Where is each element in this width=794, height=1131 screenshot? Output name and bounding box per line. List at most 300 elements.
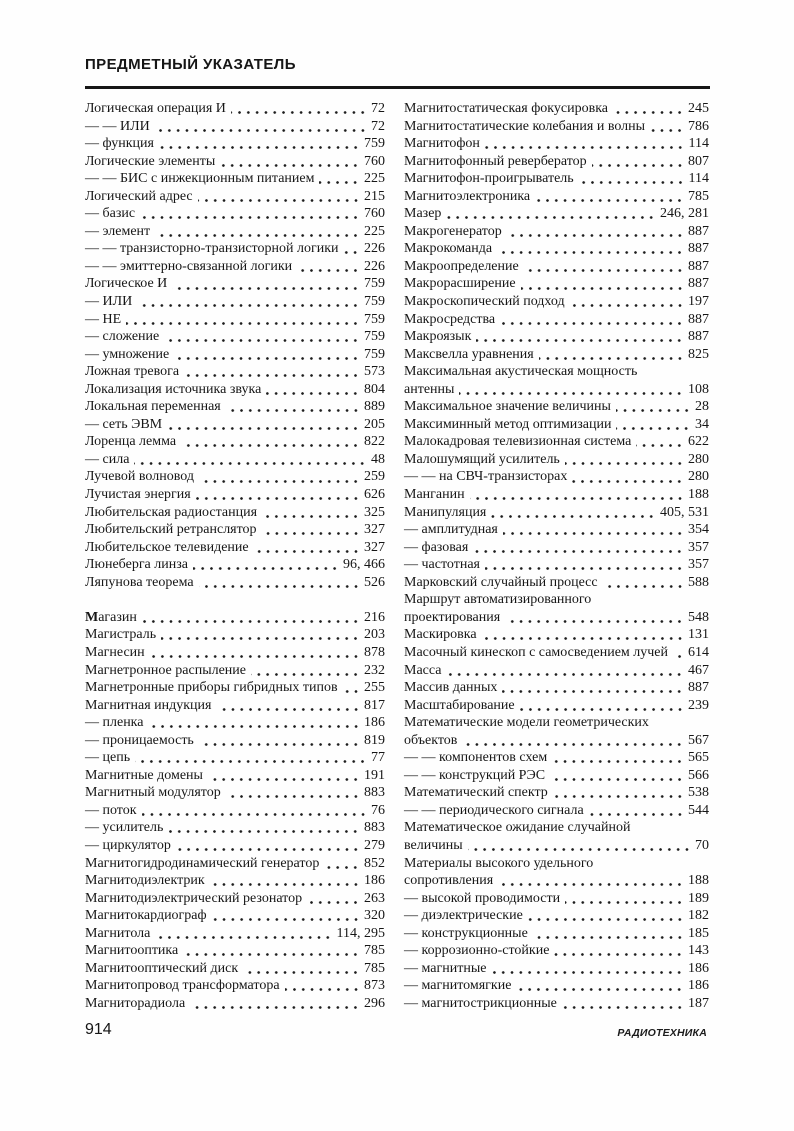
index-entry (404, 767, 709, 785)
index-entry (85, 363, 385, 381)
dot-leader (498, 882, 684, 887)
dot-leader (468, 847, 691, 852)
index-entry (404, 925, 709, 943)
entry-page-number: 878 (364, 644, 385, 660)
index-entry (404, 416, 709, 434)
entry-term: проектирования (404, 609, 501, 625)
entry-page-number: 819 (364, 732, 385, 748)
dot-leader (155, 935, 332, 940)
entry-page-number: 255 (364, 680, 385, 696)
entry-term: — частотная (404, 557, 480, 573)
dot-leader (159, 145, 360, 150)
entry-term: Максиминный метод оптимизации (404, 416, 612, 432)
entry-page-number: 188 (688, 487, 709, 503)
entry-page-number: 817 (364, 697, 385, 713)
header-rule (85, 86, 710, 89)
entry-term: — усилитель (85, 820, 164, 836)
entry-page-number: 114 (688, 171, 709, 187)
entry-term: Люнеберга линза (85, 557, 188, 573)
index-columns (85, 100, 709, 1012)
dot-leader (150, 654, 360, 659)
dot-leader (149, 724, 361, 729)
dot-leader (262, 514, 360, 519)
index-entry (85, 662, 385, 680)
dot-leader (592, 163, 684, 168)
index-entry (85, 521, 385, 539)
dot-leader (226, 408, 360, 413)
dot-leader (616, 408, 691, 413)
entry-page-number: 327 (364, 522, 385, 538)
entry-page-number: 191 (364, 767, 385, 783)
entry-page-number: 186 (688, 978, 709, 994)
dot-leader (199, 479, 360, 484)
entry-page-number: 785 (688, 188, 709, 204)
entry-term: Локализация источника звука (85, 381, 262, 397)
entry-term: Магнитная индукция (85, 697, 212, 713)
entry-page-number: 588 (688, 574, 709, 590)
entry-page-number: 280 (688, 451, 709, 467)
index-entry (404, 644, 709, 662)
index-entry (404, 591, 709, 609)
dot-leader (482, 636, 684, 641)
entry-page-number: 873 (364, 978, 385, 994)
dot-leader (343, 250, 360, 255)
entry-page-number: 28 (695, 399, 709, 415)
entry-term: — поток (85, 802, 137, 818)
index-entry (85, 697, 385, 715)
index-entry (404, 784, 709, 802)
index-entry (85, 890, 385, 908)
index-entry (85, 223, 385, 241)
dot-leader (126, 321, 360, 326)
entry-term: Магнитола (85, 925, 151, 941)
dot-leader (168, 829, 360, 834)
index-entry (85, 960, 385, 978)
index-entry (404, 749, 709, 767)
entry-page-number: 354 (688, 522, 709, 538)
index-entry (404, 328, 709, 346)
index-entry (85, 188, 385, 206)
entry-term: Массив данных (404, 680, 498, 696)
index-entry (85, 311, 385, 329)
dot-leader (485, 566, 684, 571)
dot-leader (140, 215, 360, 220)
index-entry (404, 398, 709, 416)
entry-term: — — компонентов схем (404, 750, 548, 766)
index-entry (85, 644, 385, 662)
dot-leader (243, 970, 360, 975)
index-entry (85, 275, 385, 293)
entry-term: — — на СВЧ-транзисторах (404, 469, 568, 485)
dot-leader (470, 496, 684, 501)
dot-leader (553, 794, 684, 799)
dot-leader (673, 654, 684, 659)
entry-page-number: 759 (364, 311, 385, 327)
entry-page-number: 566 (688, 767, 709, 783)
entry-term: Макроопределение (404, 258, 519, 274)
index-entry (85, 100, 385, 118)
entry-page-number: 785 (364, 960, 385, 976)
index-entry (404, 697, 709, 715)
index-entry (85, 346, 385, 364)
entry-term: Математическое ожидание случайной (404, 820, 631, 836)
index-entry (404, 907, 709, 925)
entry-page-number: 467 (688, 662, 709, 678)
entry-term: Маршрут автоматизированного (404, 592, 592, 608)
entry-page-number: 785 (364, 943, 385, 959)
index-entry (404, 293, 709, 311)
entry-term: Магнетронное распыление (85, 662, 246, 678)
dot-leader (528, 917, 684, 922)
dot-leader (199, 584, 360, 589)
entry-term: Магнитопровод трансформатора (85, 978, 280, 994)
index-entry (404, 942, 709, 960)
dot-leader (217, 707, 361, 712)
index-entry (404, 433, 709, 451)
index-entry (404, 890, 709, 908)
index-entry (404, 205, 709, 223)
index-entry (85, 925, 385, 943)
entry-term: Магнитофон-проигрыватель (404, 171, 574, 187)
index-entry (85, 539, 385, 557)
entry-term: — циркулятор (85, 837, 171, 853)
entry-term: Мазер (404, 206, 442, 222)
entry-page-number: 34 (695, 416, 709, 432)
dot-leader (579, 180, 685, 185)
index-entry (85, 135, 385, 153)
dot-leader (199, 742, 360, 747)
entry-page-number: 887 (688, 223, 709, 239)
index-entry (404, 100, 709, 118)
entry-page-number: 226 (364, 241, 385, 257)
index-entry (404, 819, 709, 837)
index-entry (404, 609, 709, 627)
dot-leader (539, 356, 684, 361)
entry-term: Магнитофон (404, 136, 480, 152)
entry-page-number: 216 (364, 609, 385, 625)
dot-leader (135, 759, 367, 764)
entry-page-number: 185 (688, 925, 709, 941)
index-entry (404, 153, 709, 171)
entry-term: Логическое И (85, 276, 168, 292)
entry-term: Максвелла уравнения (404, 346, 534, 362)
index-entry (85, 942, 385, 960)
dot-leader (505, 619, 684, 624)
index-entry (85, 626, 385, 644)
entry-page-number: 887 (688, 258, 709, 274)
dot-leader (142, 812, 367, 817)
dot-leader (196, 496, 360, 501)
entry-page-number: 320 (364, 908, 385, 924)
entry-term: Магистраль (85, 627, 157, 643)
book-title: РАДИОТЕХНИКА (617, 1027, 707, 1039)
entry-term: Магнитофонный ревербератор (404, 153, 587, 169)
index-entry (85, 767, 385, 785)
entry-page-number: 186 (364, 873, 385, 889)
dot-leader (161, 636, 360, 641)
dot-leader (285, 987, 360, 992)
entry-page-number: 538 (688, 785, 709, 801)
index-entry (404, 170, 709, 188)
dot-leader (343, 689, 360, 694)
dot-leader (226, 794, 360, 799)
entry-page-number: 143 (688, 943, 709, 959)
entry-term: — магнитомягкие (404, 978, 512, 994)
entry-page-number: 887 (688, 329, 709, 345)
index-entry (404, 521, 709, 539)
entry-term: — проницаемость (85, 732, 194, 748)
entry-term: — сложение (85, 329, 160, 345)
entry-page-number: 279 (364, 837, 385, 853)
entry-term: Малокадровая телевизионная система (404, 434, 632, 450)
entry-page-number: 205 (364, 416, 385, 432)
entry-page-number: 760 (364, 153, 385, 169)
dot-leader (565, 900, 684, 905)
entry-page-number: 544 (688, 802, 709, 818)
entry-term: Любительский ретранслятор (85, 522, 257, 538)
dot-leader (462, 742, 684, 747)
entry-page-number: 883 (364, 785, 385, 801)
dot-leader (137, 303, 360, 308)
page-title: ПРЕДМЕТНЫЙ УКАЗАТЕЛЬ (85, 56, 296, 73)
entry-term: Макрокоманда (404, 241, 493, 257)
index-entry (85, 504, 385, 522)
entry-term: — функция (85, 136, 154, 152)
entry-term: Макроязык (404, 329, 472, 345)
index-entry (85, 258, 385, 276)
dot-leader (476, 338, 684, 343)
dot-leader (459, 391, 684, 396)
entry-page-number: 759 (364, 294, 385, 310)
entry-page-number: 567 (688, 732, 709, 748)
dot-leader (174, 356, 360, 361)
index-entry (85, 732, 385, 750)
dot-leader (324, 865, 360, 870)
entry-term: — сеть ЭВМ (85, 416, 163, 432)
entry-page-number: 804 (364, 381, 385, 397)
entry-term: Манипуляция (404, 504, 487, 520)
entry-term: Лучевой волновод (85, 469, 194, 485)
dot-leader (155, 128, 367, 133)
dot-leader (155, 233, 360, 238)
entry-page-number: 72 (371, 118, 385, 134)
dot-leader (319, 180, 360, 185)
entry-page-number: 622 (688, 434, 709, 450)
dot-leader (516, 987, 684, 992)
index-entry (85, 240, 385, 258)
entry-term: — — БИС с инжекционным питанием (85, 171, 315, 187)
entry-term: Магнитогидродинамический генератор (85, 855, 320, 871)
entry-page-number: 887 (688, 680, 709, 696)
index-entry (85, 855, 385, 873)
index-entry (85, 433, 385, 451)
entry-term: Макрогенератор (404, 223, 502, 239)
index-entry (85, 486, 385, 504)
entry-term: Логические элементы (85, 153, 216, 169)
index-entry (85, 907, 385, 925)
index-entry (404, 802, 709, 820)
entry-page-number: 259 (364, 469, 385, 485)
entry-term: — магнитные (404, 960, 487, 976)
entry-term: Марковский случайный процесс (404, 574, 598, 590)
dot-leader (134, 461, 367, 466)
dot-leader (231, 110, 367, 115)
dot-leader (208, 777, 360, 782)
entry-page-number: 215 (364, 188, 385, 204)
entry-page-number: 96, 466 (343, 557, 385, 573)
index-entry (404, 960, 709, 978)
dot-leader (570, 303, 684, 308)
entry-term: антенны (404, 381, 455, 397)
dot-leader (521, 286, 684, 291)
entry-term: — фазовая (404, 539, 469, 555)
dot-leader (251, 672, 360, 677)
dot-leader (503, 531, 684, 536)
index-entry (85, 328, 385, 346)
entry-page-number: 759 (364, 136, 385, 152)
index-entry (85, 784, 385, 802)
entry-page-number: 182 (688, 908, 709, 924)
entry-term: Магнетронные приборы гибридных типов (85, 680, 338, 696)
entry-term: — коррозионно-стойкие (404, 943, 550, 959)
index-entry (85, 398, 385, 416)
entry-page-number: 822 (364, 434, 385, 450)
dot-leader (520, 707, 684, 712)
dot-leader (220, 163, 360, 168)
entry-term: Масса (404, 662, 442, 678)
entry-page-number: 70 (695, 837, 709, 853)
dot-leader (446, 215, 656, 220)
dot-leader (184, 373, 360, 378)
entry-term: Максимальное значение величины (404, 399, 611, 415)
entry-term: — элемент (85, 223, 151, 239)
entry-term: Магнитооптический диск (85, 960, 239, 976)
index-entry (85, 416, 385, 434)
dot-leader (266, 391, 360, 396)
dot-leader (164, 338, 360, 343)
index-entry (404, 311, 709, 329)
index-entry (85, 118, 385, 136)
index-entry (85, 293, 385, 311)
index-entry (85, 451, 385, 469)
dot-leader (254, 549, 360, 554)
entry-term: Максимальная акустическая мощность (404, 364, 638, 380)
dot-leader (535, 198, 684, 203)
entry-term: — конструкционные (404, 925, 528, 941)
index-entry (404, 679, 709, 697)
entry-page-number: 226 (364, 258, 385, 274)
index-entry (85, 872, 385, 890)
entry-page-number: 48 (371, 451, 385, 467)
entry-term: Ляпунова теорема (85, 574, 194, 590)
dot-leader (193, 566, 339, 571)
entry-page-number: 203 (364, 627, 385, 643)
index-column-right (404, 100, 709, 1012)
entry-page-number: 325 (364, 504, 385, 520)
entry-page-number: 77 (371, 750, 385, 766)
index-entry (404, 714, 709, 732)
index-entry (85, 153, 385, 171)
entry-page-number: 239 (688, 697, 709, 713)
dot-leader (262, 531, 360, 536)
entry-term: Магнитостатическая фокусировка (404, 101, 608, 116)
dot-leader (500, 321, 684, 326)
entry-page-number: 131 (688, 627, 709, 643)
index-entry (404, 381, 709, 399)
dot-leader (176, 847, 360, 852)
dot-leader (497, 250, 684, 255)
dot-leader (616, 426, 691, 431)
entry-page-number: 263 (364, 890, 385, 906)
index-entry (404, 451, 709, 469)
dot-leader (172, 286, 360, 291)
entry-page-number: 197 (688, 294, 709, 310)
entry-term: величины (404, 837, 463, 853)
entry-page-number: 614 (688, 644, 709, 660)
entry-term: объектов (404, 732, 458, 748)
entry-term: — — транзисторно-транзисторной логики (85, 241, 339, 257)
entry-term: Математические модели геометрических (404, 715, 649, 731)
entry-page-number: 187 (688, 995, 709, 1011)
entry-page-number: 225 (364, 171, 385, 187)
entry-page-number: 759 (364, 329, 385, 345)
index-entry (404, 468, 709, 486)
entry-term: Магнесин (85, 644, 145, 660)
index-entry (85, 819, 385, 837)
dot-leader (485, 145, 685, 150)
entry-term: Локальная переменная (85, 399, 221, 415)
index-entry (404, 188, 709, 206)
entry-page-number: 889 (364, 399, 385, 415)
dot-leader (167, 426, 360, 431)
index-entry (404, 872, 709, 890)
index-entry (85, 995, 385, 1013)
dot-leader (198, 198, 360, 203)
index-entry (404, 135, 709, 153)
entry-page-number: 114 (688, 136, 709, 152)
index-entry (404, 995, 709, 1013)
entry-page-number: 245 (688, 101, 709, 116)
entry-term: Магнитоэлектроника (404, 188, 531, 204)
entry-page-number: 852 (364, 855, 385, 871)
entry-page-number: 186 (364, 715, 385, 731)
entry-term: Магнитодиэлектрик (85, 873, 205, 889)
index-entry (85, 609, 385, 627)
dot-leader (181, 443, 360, 448)
index-entry (85, 802, 385, 820)
entry-page-number: 759 (364, 346, 385, 362)
dot-leader (562, 1005, 684, 1010)
entry-term: — цепь (85, 750, 131, 766)
entry-page-number: 526 (364, 574, 385, 590)
entry-term: Маскировка (404, 627, 477, 643)
dot-leader (552, 759, 684, 764)
entry-page-number: 626 (364, 487, 385, 503)
entry-page-number: 887 (688, 241, 709, 257)
entry-page-number: 405, 531 (660, 504, 709, 520)
dot-leader (613, 110, 684, 115)
index-entry (85, 205, 385, 223)
dot-leader (491, 970, 684, 975)
entry-page-number: 296 (364, 995, 385, 1011)
entry-term: Магазин (85, 609, 137, 625)
entry-term: — ИЛИ (85, 294, 133, 310)
dot-leader (565, 461, 684, 466)
entry-term: — высокой проводимости (404, 890, 561, 906)
entry-page-number: 327 (364, 539, 385, 555)
entry-page-number: 114, 295 (336, 925, 385, 941)
entry-term: Магнитооптика (85, 943, 179, 959)
